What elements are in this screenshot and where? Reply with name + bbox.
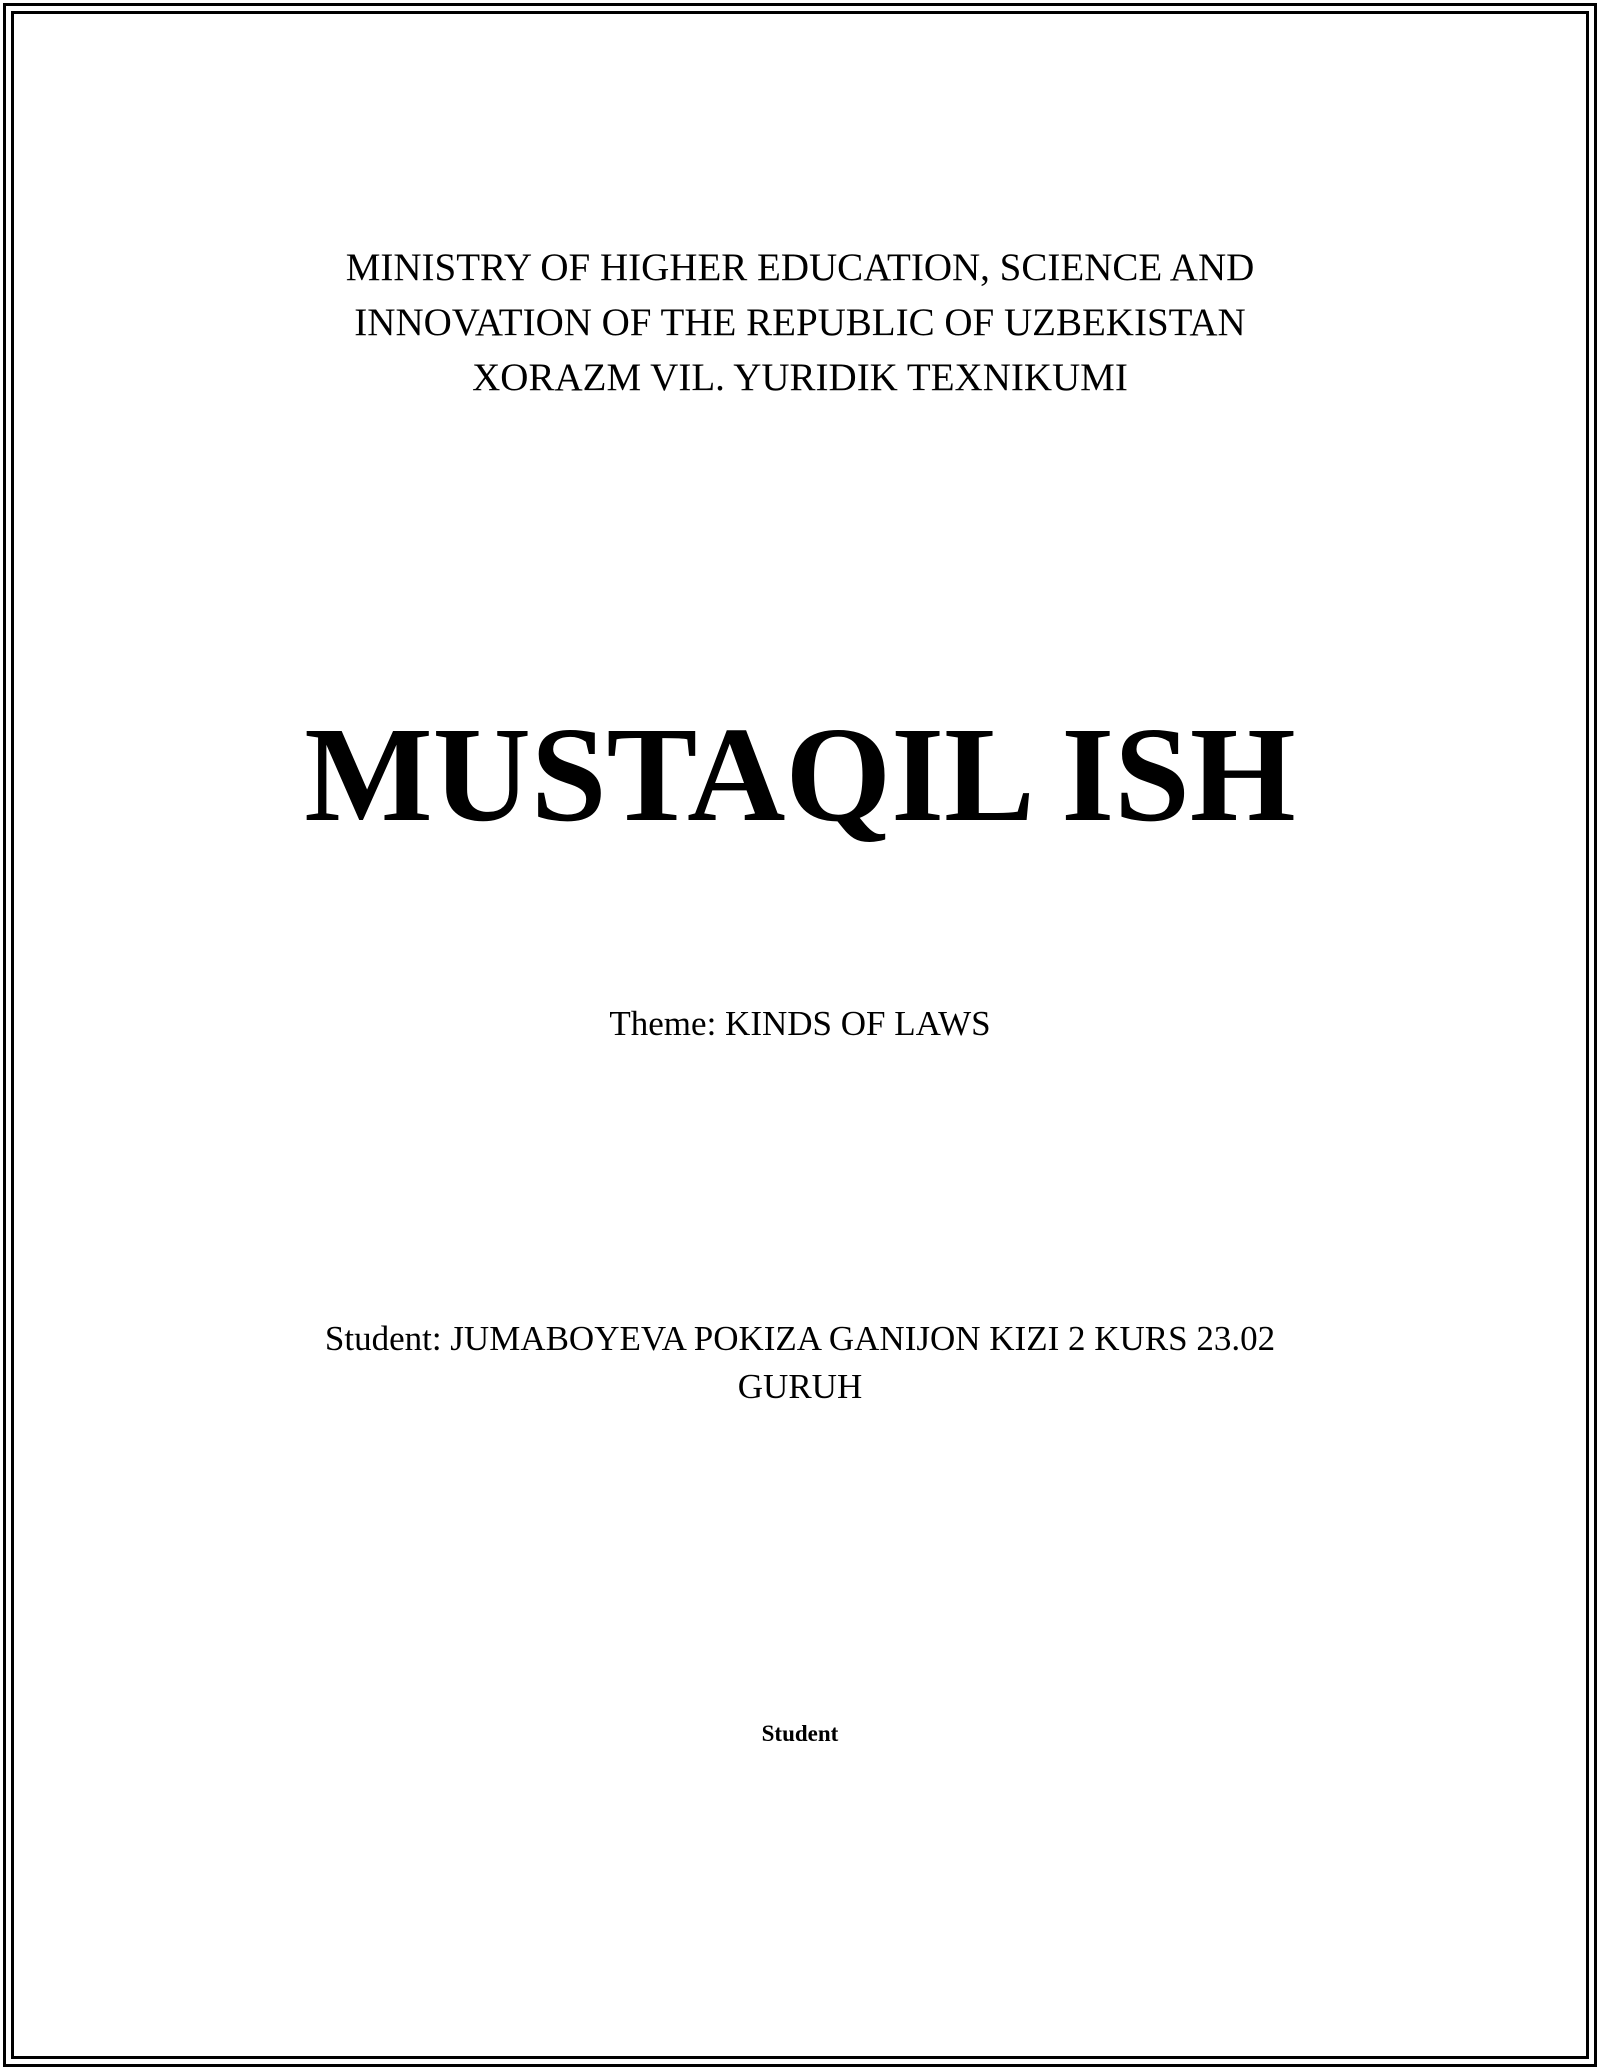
student-info — [200, 1315, 1400, 1411]
document-theme: Theme: KINDS OF LAWS — [609, 1004, 991, 1043]
student-info-line-1: Student: JUMABOYEVA POKIZA GANIJON KIZI 2 KURS 23.02 — [324, 1319, 1276, 1358]
institution-header — [200, 240, 1400, 405]
student-info-line-2: GURUH — [737, 1367, 863, 1406]
institution-line-3: XORAZM VIL. YURIDIK TEXNIKUMI — [472, 356, 1128, 399]
institution-line-2: INNOVATION OF THE REPUBLIC OF UZBEKISTAN — [354, 301, 1246, 344]
institution-line-1: MINISTRY OF HIGHER EDUCATION, SCIENCE AND — [345, 246, 1255, 289]
student-label: Student — [761, 1721, 839, 1746]
document-title: MUSTAQIL ISH — [304, 700, 1296, 850]
